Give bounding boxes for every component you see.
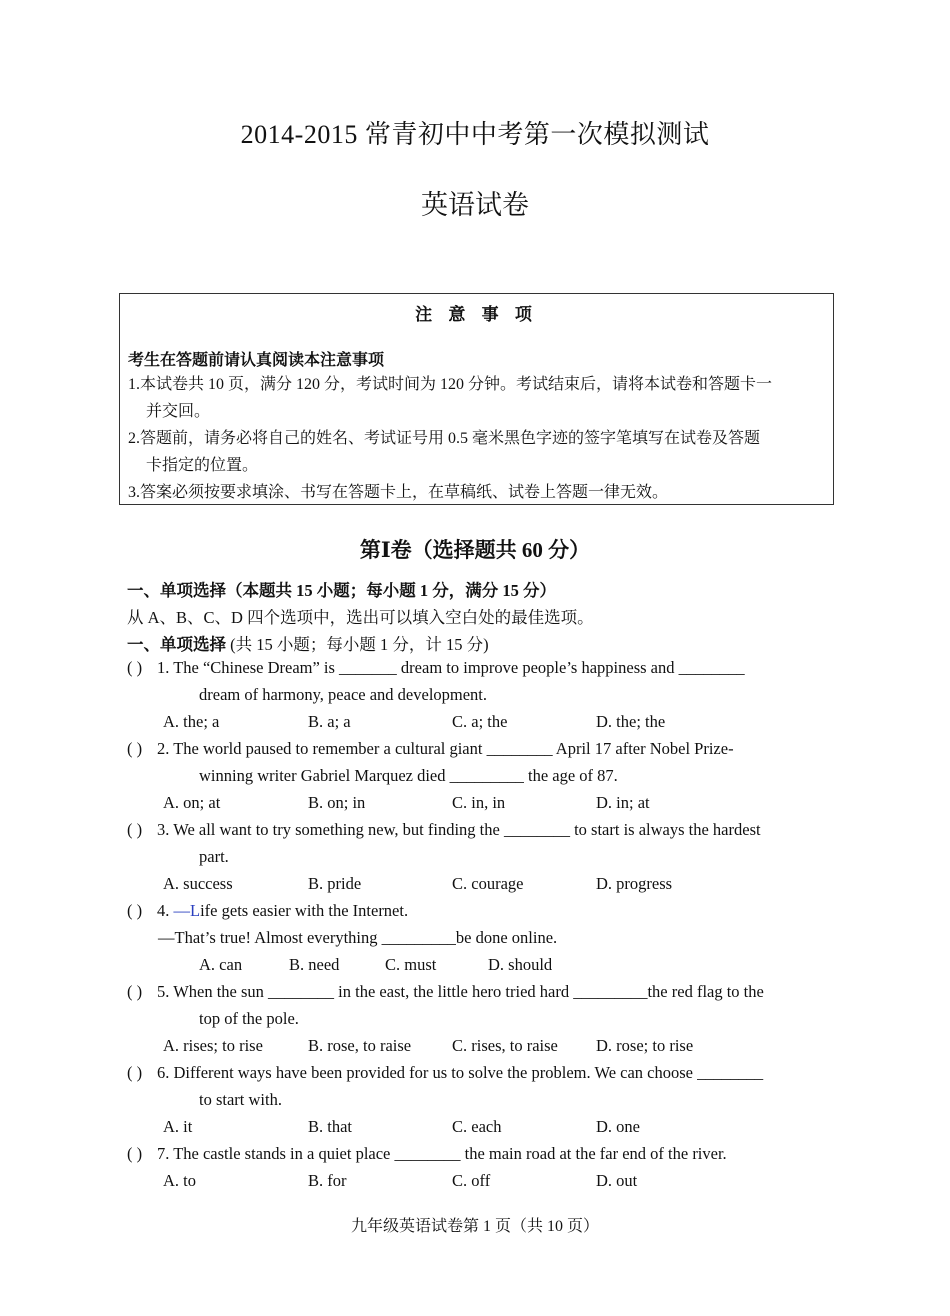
notice-item-1-line1: 1.本试卷共 10 页，满分 120 分，考试时间为 120 分钟。考试结束后，请将本试卷和答题卡一 — [128, 376, 773, 393]
answer-paren[interactable]: ( ) — [127, 982, 143, 1001]
part1-heading2-bold: 一、单项选择 — [127, 635, 226, 654]
option-a: A. on; at — [163, 793, 221, 812]
notice-item-1 — [128, 371, 827, 425]
answer-paren[interactable]: ( ) — [127, 820, 143, 839]
option-d: D. one — [596, 1117, 640, 1136]
option-d: D. out — [596, 1171, 638, 1190]
option-b: B. need — [289, 955, 340, 974]
question-5 — [127, 982, 827, 1002]
notice-box — [119, 293, 834, 505]
answer-paren[interactable]: ( ) — [127, 658, 143, 677]
option-a: A. rises; to rise — [163, 1036, 263, 1055]
question-4-reply: —That’s true! Almost everything _________be done online. — [158, 928, 558, 947]
option-b: B. for — [308, 1171, 347, 1190]
notice-item-1-line2: 并交回。 — [146, 403, 211, 420]
question-text: 6. Different ways have been provided for us to solve the problem. We can choose ________ — [157, 1063, 764, 1082]
question-6 — [127, 1063, 827, 1083]
option-b: B. rose, to raise — [308, 1036, 412, 1055]
option-a: A. can — [199, 955, 243, 974]
dialogue-dash: —L — [173, 901, 201, 920]
option-a: A. it — [163, 1117, 193, 1136]
option-a: A. to — [163, 1171, 196, 1190]
option-c: C. each — [452, 1117, 502, 1136]
part1-heading2 — [127, 631, 827, 655]
notice-item-3: 3.答案必须按要求填涂、书写在答题卡上，在草稿纸、试卷上答题一律无效。 — [128, 484, 669, 501]
notice-title: 注 意 事 项 — [415, 305, 538, 324]
answer-paren[interactable]: ( ) — [127, 1144, 143, 1163]
question-4 — [127, 901, 827, 921]
page-footer: 九年级英语试卷第 1 页（共 10 页） — [350, 1218, 599, 1235]
question-1 — [127, 658, 827, 678]
question-text: 5. When the sun ________ in the east, the little hero tried hard _________the red flag to the — [157, 982, 764, 1001]
option-d: D. rose; to rise — [596, 1036, 694, 1055]
option-c: C. off — [452, 1171, 491, 1190]
option-d: D. progress — [596, 874, 673, 893]
answer-paren[interactable]: ( ) — [127, 901, 143, 920]
option-b: B. pride — [308, 874, 362, 893]
question-3 — [127, 820, 827, 840]
part1-heading2-rest: (共 15 小题；每小题 1 分，计 15 分) — [226, 635, 489, 654]
option-c: C. rises, to raise — [452, 1036, 558, 1055]
notice-subtitle: 考生在答题前请认真阅读本注意事项 — [128, 352, 385, 369]
notice-item-2-line2: 卡指定的位置。 — [146, 457, 259, 474]
question-2 — [127, 739, 827, 759]
exam-title: 2014-2015 常青初中中考第一次模拟测试 — [240, 120, 710, 149]
option-d: D. in; at — [596, 793, 650, 812]
option-b: B. that — [308, 1117, 352, 1136]
option-d: D. should — [488, 955, 553, 974]
option-c: C. courage — [452, 874, 524, 893]
question-2-cont: winning writer Gabriel Marquez died _________ the age of 87. — [199, 766, 618, 785]
part1-heading: 一、单项选择（本题共 15 小题；每小题 1 分，满分 15 分） — [127, 581, 556, 600]
question-text: 3. We all want to try something new, but finding the ________ to start is always the hardest — [157, 820, 761, 839]
question-3-cont: part. — [199, 847, 229, 866]
option-c: C. must — [385, 955, 437, 974]
option-c: C. in, in — [452, 793, 506, 812]
answer-paren[interactable]: ( ) — [127, 739, 143, 758]
notice-item-2 — [128, 425, 827, 479]
section-title: 第Ⅰ卷（选择题共 60 分） — [359, 538, 591, 562]
answer-paren[interactable]: ( ) — [127, 1063, 143, 1082]
question-6-cont: to start with. — [199, 1090, 282, 1109]
option-c: C. a; the — [452, 712, 508, 731]
question-text: ife gets easier with the Internet. — [200, 901, 409, 920]
question-1-cont: dream of harmony, peace and development. — [199, 685, 488, 704]
question-number: 4. — [157, 901, 174, 920]
notice-item-2-line1: 2.答题前，请务必将自己的姓名、考试证号用 0.5 毫米黑色字迹的签字笔填写在试卷及答题 — [128, 430, 761, 447]
question-5-cont: top of the pole. — [199, 1009, 299, 1028]
option-a: A. the; a — [163, 712, 220, 731]
part1-instruction: 从 A、B、C、D 四个选项中，选出可以填入空白处的最佳选项。 — [127, 608, 594, 627]
option-a: A. success — [163, 874, 233, 893]
exam-subtitle: 英语试卷 — [421, 190, 529, 220]
option-d: D. the; the — [596, 712, 666, 731]
question-text: 1. The “Chinese Dream” is _______ dream to improve people’s happiness and ________ — [157, 658, 745, 677]
option-b: B. on; in — [308, 793, 366, 812]
question-7 — [127, 1144, 827, 1164]
option-b: B. a; a — [308, 712, 351, 731]
question-text: 7. The castle stands in a quiet place ________ the main road at the far end of the river. — [157, 1144, 727, 1163]
question-text: 2. The world paused to remember a cultural giant ________ April 17 after Nobel Prize- — [157, 739, 734, 758]
